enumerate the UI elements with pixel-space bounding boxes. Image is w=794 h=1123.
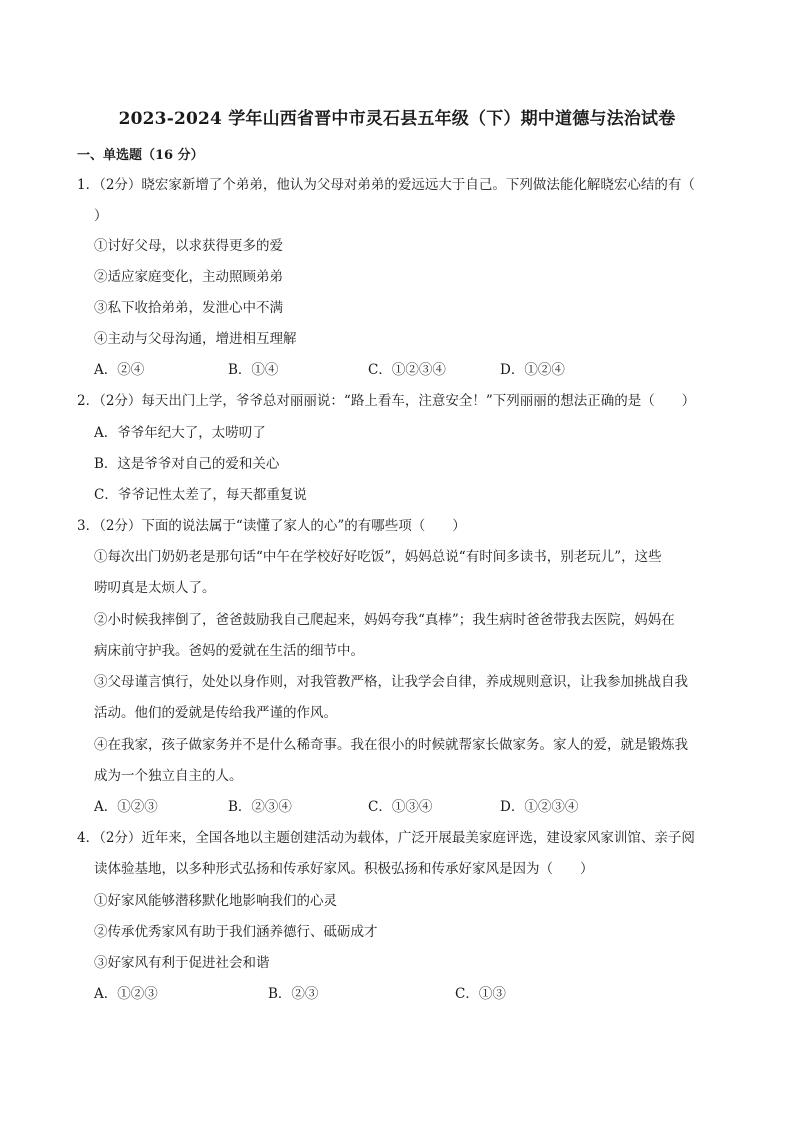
question-1-option-d: D．①②④: [500, 362, 565, 378]
question-1-item: ②适应家庭变化，主动照顾弟弟: [94, 269, 283, 285]
question-1-option-c: C．①②③④: [368, 362, 446, 378]
question-2-option-a: A．爷爷年纪大了，太唠叨了: [94, 425, 266, 441]
question-3-option-d: D．①②③④: [500, 799, 579, 815]
question-3-item-cont: 成为一个独立自主的人。: [94, 768, 243, 784]
question-1-item: ③私下收拾弟弟，发泄心中不满: [94, 300, 283, 316]
question-3-option-c: C．①③④: [368, 799, 433, 815]
question-3-stem: 3．（2分）下面的说法属于“读懂了家人的心”的有哪些项（ ）: [77, 518, 466, 534]
question-1-item: ①讨好父母，以求获得更多的爱: [94, 238, 283, 254]
question-4-stem-cont: 读体验基地，以多种形式弘扬和传承好家风。积极弘扬和传承好家风是因为（ ）: [94, 861, 594, 877]
question-1-option-b: B．①④: [228, 362, 279, 378]
question-3-item-cont: 病床前守护我。爸妈的爱就在生活的细节中。: [94, 643, 364, 659]
question-3-item: ④在我家，孩子做家务并不是什么稀奇事。我在很小的时候就帮家长做家务。家人的爱，就是锻炼我: [94, 737, 688, 753]
question-1-stem: 1．（2分）晓宏家新增了个弟弟，他认为父母对弟弟的爱远远大于自己。下列做法能化解晓宏心结的有（: [77, 177, 695, 193]
question-3-option-b: B．②③④: [228, 799, 292, 815]
question-1-stem-cont: ）: [94, 208, 108, 224]
question-4-item: ②传承优秀家风有助于我们涵养德行、砥砺成才: [94, 924, 378, 940]
question-3-item-cont: 唠叨真是太烦人了。: [94, 580, 216, 596]
question-3-item: ③父母谨言慎行，处处以身作则，对我管教严格，让我学会自律，养成规则意识，让我参加挑战自我: [94, 674, 688, 690]
question-4-option-b: B．②③: [268, 986, 319, 1002]
question-4-option-c: C．①③: [455, 986, 506, 1002]
question-2-option-b: B．这是爷爷对自己的爱和关心: [94, 456, 280, 472]
question-3-item: ②小时候我摔倒了，爸爸鼓励我自己爬起来，妈妈夸我“真棒”；我生病时爸爸带我去医院，妈妈在: [94, 612, 675, 628]
question-3-option-a: A．①②③: [94, 799, 158, 815]
question-2-option-c: C．爷爷记性太差了，每天都重复说: [94, 487, 307, 503]
question-1-option-a: A．②④: [94, 362, 145, 378]
question-4-item: ①好家风能够潜移默化地影响我们的心灵: [94, 893, 337, 909]
question-4-item: ③好家风有利于促进社会和谐: [94, 955, 270, 971]
page-title: 2023-2024 学年山西省晋中市灵石县五年级（下）期中道德与法治试卷: [118, 109, 676, 129]
section-heading: 一、单选题（16 分）: [77, 148, 204, 163]
question-3-item: ①每次出门奶奶老是那句话“中午在学校好好吃饭”，妈妈总说“有时间多读书，别老玩儿”，这些: [94, 549, 662, 565]
question-4-option-a: A．①②③: [94, 986, 158, 1002]
question-1-item: ④主动与父母沟通，增进相互理解: [94, 331, 297, 347]
question-3-item-cont: 活动。他们的爱就是传给我严谨的作风。: [94, 705, 337, 721]
question-2-stem: 2．（2分）每天出门上学，爷爷总对丽丽说：“路上看车，注意安全！”下列丽丽的想法正确的是（ ）: [77, 393, 696, 409]
question-4-stem: 4．（2分）近年来，全国各地以主题创建活动为载体，广泛开展最美家庭评选，建设家风家训馆、亲子阅: [77, 830, 695, 846]
